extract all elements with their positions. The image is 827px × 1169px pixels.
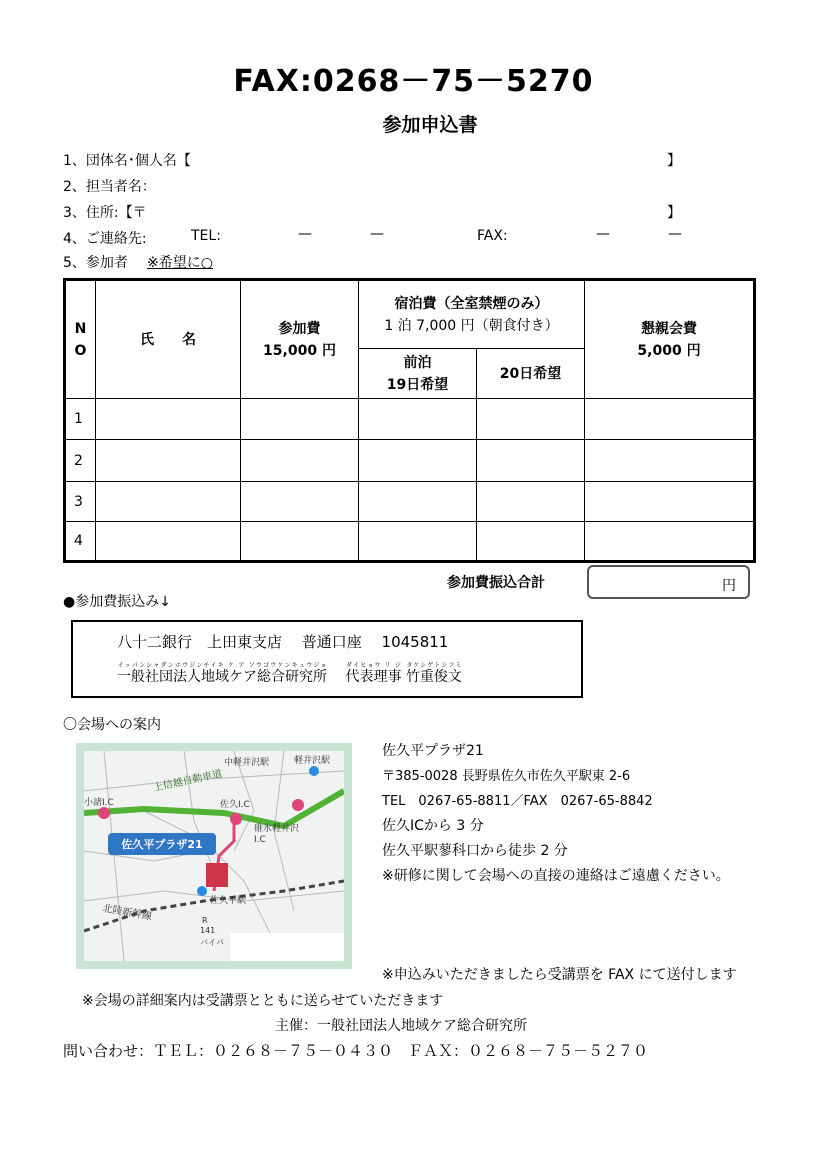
group-name-label: 1、団体名･個人名【 — [63, 153, 191, 169]
eve-night-label: 前泊 — [403, 354, 432, 371]
inquiry: 問い合わせ：ＴＥＬ：０２６８－７５－０４３０ ＦＡＸ：０２６８－７５－５２７０ — [63, 1042, 649, 1060]
venue-guide-label: 〇会場への案内 — [63, 717, 161, 733]
fax-number-title: FAX:0268－75－5270 — [233, 64, 594, 99]
account-holder-line — [117, 662, 462, 686]
rep-ruby: ダイヒョウ リ ジ — [345, 662, 402, 669]
party-amount: 5,000 円 — [637, 342, 701, 359]
map-graphic — [84, 751, 344, 961]
participant-note: ※希望に○ — [147, 255, 213, 271]
eve-night-cell — [359, 349, 477, 399]
no-header: N O — [65, 280, 96, 399]
row-number: 3 — [65, 482, 96, 522]
station-access: 佐久平駅蓼科口から徒歩 2 分 — [382, 843, 568, 859]
party-header: 懇親会費 — [641, 320, 697, 337]
day20-cell[interactable] — [477, 440, 585, 482]
fee-cell[interactable] — [241, 399, 359, 440]
row-number: 2 — [65, 440, 96, 482]
fee-header-cell — [241, 280, 359, 399]
table-row — [65, 482, 755, 522]
day20-cell[interactable] — [477, 399, 585, 440]
tel-dash-1: — — [298, 226, 312, 242]
eve-cell[interactable] — [359, 522, 477, 562]
person-ruby: タケシゲトシフミ — [405, 662, 462, 669]
fee-cell[interactable] — [241, 482, 359, 522]
day20-cell[interactable] — [477, 482, 585, 522]
venue-address: 〒385-0028 長野県佐久市佐久平駅東 2-6 — [382, 769, 631, 784]
venue-name: 佐久平プラザ21 — [382, 743, 484, 759]
person-in-charge-label: 2、担当者名： — [63, 179, 156, 195]
usui-ic-label-2: I.C — [254, 835, 266, 845]
route-r-label: R — [202, 916, 208, 925]
fee-amount: 15,000 円 — [263, 342, 336, 359]
lodging-price: 1 泊 7,000 円（朝食付き） — [384, 317, 559, 334]
organizer: 主催：一般社団法人地域ケア総合研究所 — [275, 1018, 527, 1034]
komoro-ic-label: 小諸I.C — [84, 798, 114, 808]
eve-cell[interactable] — [359, 440, 477, 482]
tel-label: TEL: — [191, 228, 221, 244]
form-title: 参加申込書 — [382, 114, 478, 136]
contact-note: ※研修に関して会場への直接の連絡はご遠慮ください。 — [382, 868, 730, 884]
expressway-label: 上信越自動車道 — [152, 768, 224, 794]
participant-label: 5、参加者 — [63, 255, 128, 271]
table-row — [65, 399, 755, 440]
table-row — [65, 522, 755, 562]
group-name-bracket-close: 】 — [667, 153, 681, 169]
fax-label: FAX: — [477, 228, 508, 244]
night-20-cell: 20日希望 — [477, 349, 585, 399]
person-name: 竹重俊文 — [405, 669, 462, 685]
name-cell[interactable] — [96, 482, 241, 522]
ic-access: 佐久ICから 3 分 — [382, 818, 484, 834]
yen-unit: 円 — [722, 578, 736, 594]
name-cell[interactable] — [96, 440, 241, 482]
payment-total-label: 参加費振込合計 — [447, 575, 545, 591]
party-cell[interactable] — [585, 440, 755, 482]
venue-tel-fax: TEL 0267-65-8811／FAX 0267-65-8842 — [382, 794, 653, 809]
name-cell[interactable] — [96, 522, 241, 562]
lodging-header: 宿泊費（全室禁煙のみ） — [394, 295, 549, 312]
address-label: 3、住所:【〒 — [63, 205, 147, 221]
usui-ic-label: 碓氷軽井沢 — [254, 824, 300, 834]
route-bypass-label: バイパ — [200, 938, 224, 947]
row-number: 1 — [65, 399, 96, 440]
eve-cell[interactable] — [359, 399, 477, 440]
lodging-header-cell — [359, 280, 585, 349]
fax-dash-1: — — [596, 226, 610, 242]
party-header-cell — [585, 280, 755, 399]
fee-cell[interactable] — [241, 522, 359, 562]
karuizawa-label: 軽井沢駅 — [294, 756, 331, 766]
payment-total-field[interactable] — [587, 565, 750, 599]
day20-cell[interactable] — [477, 522, 585, 562]
sakudaira-label: 佐久平駅 — [210, 896, 247, 906]
fee-header: 参加費 — [278, 320, 321, 337]
corp-name: 一般社団法人地域ケア総合研究所 — [117, 669, 327, 685]
plaza-label: 佐久平プラザ21 — [121, 838, 203, 851]
fax-dash-2: — — [668, 226, 682, 242]
bank-account-box — [71, 620, 583, 698]
bank-account-line: 八十二銀行 上田東支店 普通口座 1045811 — [117, 633, 449, 651]
transfer-label: ●参加費振込み↓ — [63, 594, 171, 610]
shinkansen-label: 北陸新幹線 — [101, 903, 153, 923]
corp-ruby: イッパンシャダンホウジンチイキ ケ ア ソウゴウケンキュウジョ — [117, 662, 327, 669]
saku-ic-label: 佐久I.C — [220, 800, 250, 810]
party-cell[interactable] — [585, 399, 755, 440]
naka-karuizawa-label: 中軽井沢駅 — [224, 758, 270, 768]
name-cell[interactable] — [96, 399, 241, 440]
table-row — [65, 440, 755, 482]
fee-cell[interactable] — [241, 440, 359, 482]
address-bracket-close: 】 — [667, 205, 681, 221]
name-header: 氏 名 — [96, 280, 241, 399]
row-number: 4 — [65, 522, 96, 562]
route-141-label: 141 — [200, 926, 216, 935]
ticket-note: ※申込みいただきましたら受講票を FAX にて送付します — [382, 967, 737, 983]
rep-title: 代表理事 — [345, 669, 402, 685]
detail-note: ※会場の詳細案内は受講票とともに送らせていただきます — [82, 993, 444, 1009]
eve-cell[interactable] — [359, 482, 477, 522]
party-cell[interactable] — [585, 482, 755, 522]
contact-label: 4、ご連絡先: — [63, 231, 147, 247]
tel-dash-2: — — [370, 226, 384, 242]
party-cell[interactable] — [585, 522, 755, 562]
venue-map — [76, 743, 352, 969]
eve-night-date: 19日希望 — [386, 376, 449, 393]
registration-table — [63, 278, 756, 563]
